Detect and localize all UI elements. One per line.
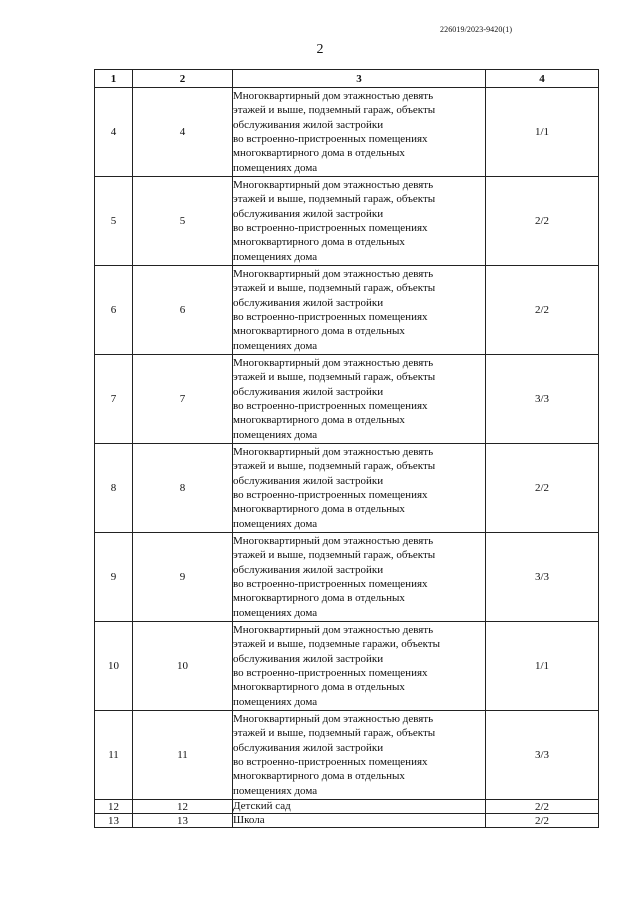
description-line: обслуживания жилой застройки bbox=[233, 118, 384, 131]
table-row bbox=[95, 355, 599, 444]
cell-description bbox=[233, 355, 486, 444]
description-line: помещениях дома bbox=[233, 517, 318, 530]
cell-col4: 2/2 bbox=[486, 266, 599, 355]
description-line: Многоквартирный дом этажностью девять bbox=[233, 623, 434, 636]
cell-col1: 7 bbox=[95, 355, 133, 444]
description-line: помещениях дома bbox=[233, 606, 318, 619]
cell-col2: 4 bbox=[133, 88, 233, 177]
cell-description bbox=[233, 814, 486, 828]
description-line: во встроенно-пристроенных помещениях bbox=[233, 400, 428, 412]
description-line: помещениях дома bbox=[233, 695, 318, 708]
cell-col1: 10 bbox=[95, 622, 133, 711]
description-line: многоквартирного дома в отдельных bbox=[233, 592, 405, 605]
description-line: во встроенно-пристроенных помещениях bbox=[233, 311, 428, 323]
table-row bbox=[95, 177, 599, 266]
table-header-row bbox=[95, 70, 599, 88]
description-line: Детский сад bbox=[233, 800, 291, 812]
table-row bbox=[95, 622, 599, 711]
cell-col4: 2/2 bbox=[486, 814, 599, 828]
cell-col1: 4 bbox=[95, 88, 133, 177]
description-line: обслуживания жилой застройки bbox=[233, 474, 384, 487]
description-line: Многоквартирный дом этажностью девять bbox=[233, 534, 434, 547]
description-line: обслуживания жилой застройки bbox=[233, 741, 384, 754]
cell-col1: 6 bbox=[95, 266, 133, 355]
description-line: во встроенно-пристроенных помещениях bbox=[233, 489, 428, 501]
cell-col4: 2/2 bbox=[486, 177, 599, 266]
cell-col2: 12 bbox=[133, 800, 233, 814]
cell-description bbox=[233, 711, 486, 800]
cell-col4: 2/2 bbox=[486, 444, 599, 533]
description-line: многоквартирного дома в отдельных bbox=[233, 770, 405, 783]
cell-col2: 13 bbox=[133, 814, 233, 828]
description-line: во встроенно-пристроенных помещениях bbox=[233, 133, 428, 145]
description-line: многоквартирного дома в отдельных bbox=[233, 147, 405, 160]
cell-col4: 2/2 bbox=[486, 800, 599, 814]
cell-description bbox=[233, 533, 486, 622]
description-line: обслуживания жилой застройки bbox=[233, 207, 384, 220]
description-line: Многоквартирный дом этажностью девять bbox=[233, 356, 434, 369]
cell-col1: 5 bbox=[95, 177, 133, 266]
description-line: многоквартирного дома в отдельных bbox=[233, 236, 405, 249]
cell-col4: 3/3 bbox=[486, 711, 599, 800]
description-line: Многоквартирный дом этажностью девять bbox=[233, 712, 434, 725]
description-line: во встроенно-пристроенных помещениях bbox=[233, 667, 428, 679]
cell-col2: 9 bbox=[133, 533, 233, 622]
description-line: многоквартирного дома в отдельных bbox=[233, 325, 405, 338]
cell-col1: 11 bbox=[95, 711, 133, 800]
cell-col1: 9 bbox=[95, 533, 133, 622]
description-line: помещениях дома bbox=[233, 250, 318, 263]
description-line: Многоквартирный дом этажностью девять bbox=[233, 445, 434, 458]
cell-description bbox=[233, 266, 486, 355]
cell-col4: 3/3 bbox=[486, 533, 599, 622]
description-line: Многоквартирный дом этажностью девять bbox=[233, 178, 434, 191]
table-row bbox=[95, 800, 599, 814]
description-line: этажей и выше, подземный гараж, объекты bbox=[233, 549, 436, 562]
cell-description bbox=[233, 622, 486, 711]
table-row bbox=[95, 533, 599, 622]
description-line: во встроенно-пристроенных помещениях bbox=[233, 578, 428, 590]
cell-col2: 5 bbox=[133, 177, 233, 266]
description-line: этажей и выше, подземный гараж, объекты bbox=[233, 193, 436, 206]
description-line: обслуживания жилой застройки bbox=[233, 652, 384, 665]
description-line: обслуживания жилой застройки bbox=[233, 563, 384, 576]
page-number: 2 bbox=[316, 42, 324, 57]
description-line: помещениях дома bbox=[233, 161, 318, 174]
cell-col2: 6 bbox=[133, 266, 233, 355]
description-line: многоквартирного дома в отдельных bbox=[233, 503, 405, 516]
description-line: этажей и выше, подземный гараж, объекты bbox=[233, 282, 436, 295]
cell-col1: 12 bbox=[95, 800, 133, 814]
cell-description bbox=[233, 177, 486, 266]
table-body bbox=[95, 88, 599, 828]
cell-description bbox=[233, 800, 486, 814]
description-line: этажей и выше, подземный гараж, объекты bbox=[233, 371, 436, 384]
description-line: этажей и выше, подземный гараж, объекты bbox=[233, 460, 436, 473]
description-line: во встроенно-пристроенных помещениях bbox=[233, 222, 428, 234]
description-line: во встроенно-пристроенных помещениях bbox=[233, 756, 428, 768]
description-line: Многоквартирный дом этажностью девять bbox=[233, 89, 434, 102]
table-row bbox=[95, 814, 599, 828]
cell-col1: 13 bbox=[95, 814, 133, 828]
description-line: помещениях дома bbox=[233, 784, 318, 797]
description-line: этажей и выше, подземные гаражи, объекты bbox=[233, 638, 441, 651]
column-header-1: 1 bbox=[95, 70, 133, 88]
zoning-table bbox=[94, 69, 599, 828]
cell-col2: 8 bbox=[133, 444, 233, 533]
cell-col4: 3/3 bbox=[486, 355, 599, 444]
description-line: многоквартирного дома в отдельных bbox=[233, 681, 405, 694]
description-line: этажей и выше, подземный гараж, объекты bbox=[233, 104, 436, 117]
cell-col2: 11 bbox=[133, 711, 233, 800]
description-line: Многоквартирный дом этажностью девять bbox=[233, 267, 434, 280]
description-line: обслуживания жилой застройки bbox=[233, 296, 384, 309]
description-line: обслуживания жилой застройки bbox=[233, 385, 384, 398]
description-line: этажей и выше, подземный гараж, объекты bbox=[233, 727, 436, 740]
description-line: многоквартирного дома в отдельных bbox=[233, 414, 405, 427]
cell-col4: 1/1 bbox=[486, 622, 599, 711]
cell-col2: 10 bbox=[133, 622, 233, 711]
cell-col4: 1/1 bbox=[486, 88, 599, 177]
description-line: Школа bbox=[233, 814, 265, 826]
description-line: помещениях дома bbox=[233, 339, 318, 352]
table-row bbox=[95, 444, 599, 533]
document-id: 226019/2023-9420(1) bbox=[440, 25, 513, 34]
cell-description bbox=[233, 88, 486, 177]
column-header-2: 2 bbox=[133, 70, 233, 88]
table-row bbox=[95, 266, 599, 355]
table-row bbox=[95, 711, 599, 800]
table-row bbox=[95, 88, 599, 177]
cell-col2: 7 bbox=[133, 355, 233, 444]
column-header-4: 4 bbox=[486, 70, 599, 88]
column-header-3: 3 bbox=[233, 70, 486, 88]
description-line: помещениях дома bbox=[233, 428, 318, 441]
cell-col1: 8 bbox=[95, 444, 133, 533]
cell-description bbox=[233, 444, 486, 533]
